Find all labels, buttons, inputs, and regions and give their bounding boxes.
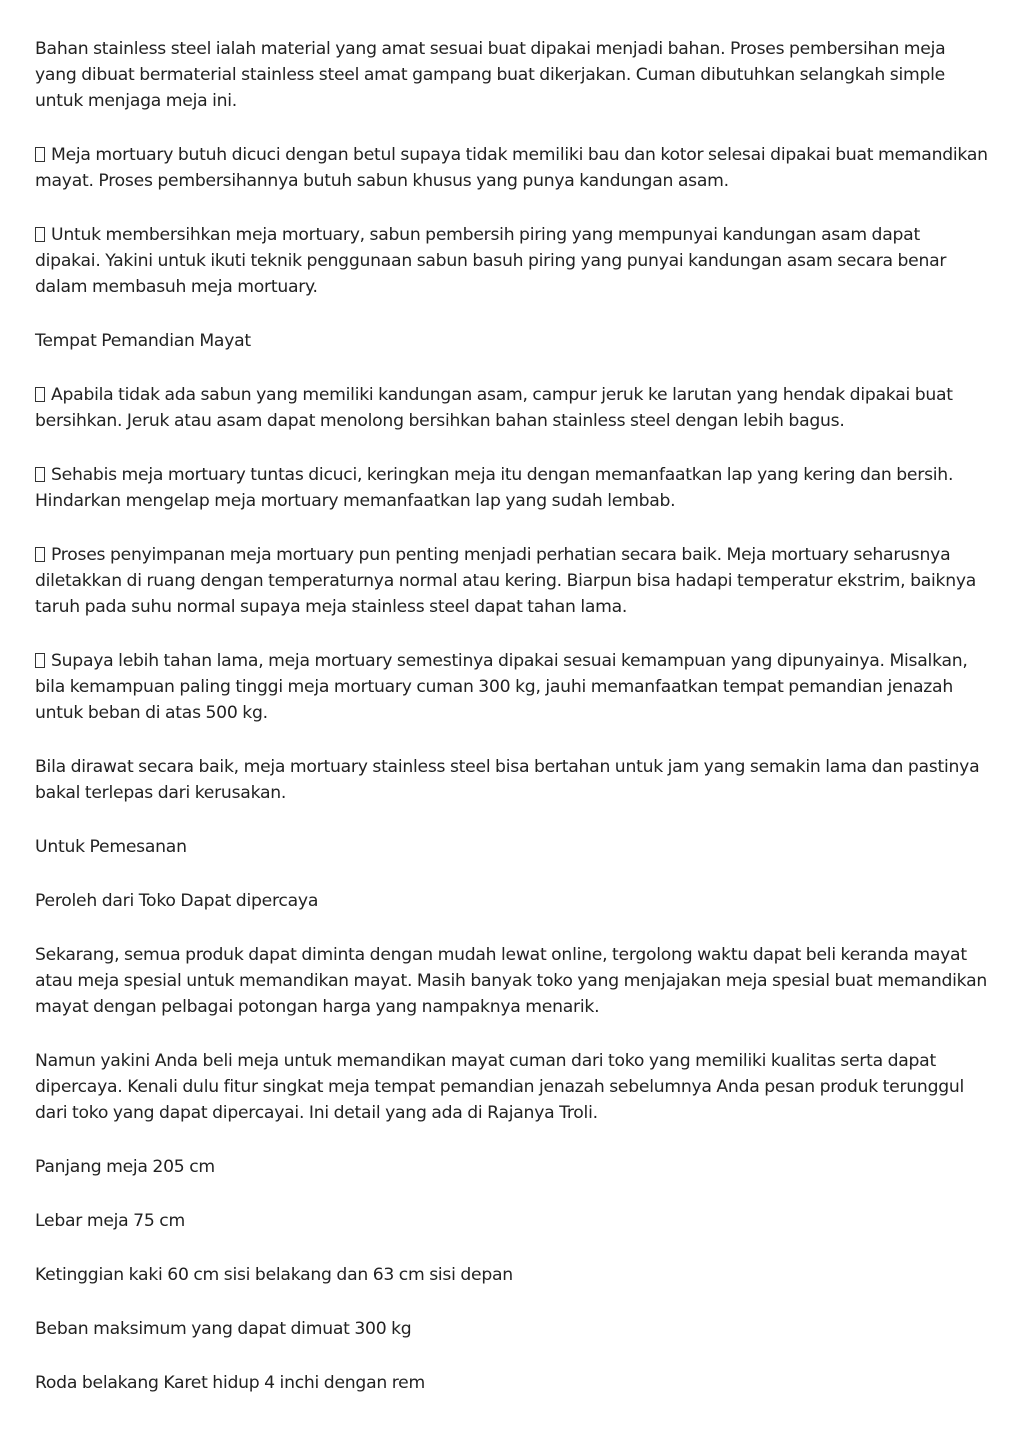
spec-line: Lebar meja 75 cm <box>35 1211 185 1231</box>
bullet-paragraph <box>35 382 990 434</box>
paragraph: Bahan stainless steel ialah material yang amat sesuai buat dipakai menjadi bahan. Proses pembersihan meja yang dibuat bermaterial stainless steel amat gampang buat dikerjakan. Cuman dibutuhkan selangkah simple untuk menjaga meja ini. <box>35 39 946 111</box>
bullet-box-icon <box>35 467 45 482</box>
bullet-box-icon <box>35 653 45 668</box>
spec-line: Ketinggian kaki 60 cm sisi belakang dan 63 cm sisi depan <box>35 1265 513 1285</box>
bullet-box-icon <box>35 147 45 162</box>
bullet-paragraph <box>35 222 990 300</box>
paragraph: Sekarang, semua produk dapat diminta dengan mudah lewat online, tergolong waktu dapat beli keranda mayat atau meja spesial untuk memandikan mayat. Masih banyak toko yang menjajakan meja spesial buat memandikan mayat dengan pelbagai potongan harga yang nampaknya menarik. <box>35 945 988 1017</box>
bullet-box-icon <box>35 227 45 242</box>
paragraph-text: Sehabis meja mortuary tuntas dicuci, keringkan meja itu dengan memanfaatkan lap yang kering dan bersih. Hindarkan mengelap meja mortuary memanfaatkan lap yang sudah lembab. <box>35 465 954 511</box>
spec-line: Roda belakang Karet hidup 4 inchi dengan rem <box>35 1373 425 1393</box>
section-heading: Untuk Pemesanan <box>35 837 187 857</box>
section-heading: Peroleh dari Toko Dapat dipercaya <box>35 891 319 911</box>
document-body <box>35 36 990 1424</box>
bullet-paragraph <box>35 542 990 620</box>
bullet-box-icon <box>35 387 45 402</box>
bullet-box-icon <box>35 547 45 562</box>
bullet-paragraph <box>35 462 990 514</box>
paragraph-text: Supaya lebih tahan lama, meja mortuary semestinya dipakai sesuai kemampuan yang dipunyainya. Misalkan, bila kemampuan paling tinggi meja mortuary cuman 300 kg, jauhi memanfaatkan tempat pemandian jenazah untuk beban di atas 500 kg. <box>35 651 968 723</box>
paragraph-text: Apabila tidak ada sabun yang memiliki kandungan asam, campur jeruk ke larutan yang hendak dipakai buat bersihkan. Jeruk atau asam dapat menolong bersihkan bahan stainless steel dengan lebih bagus. <box>35 385 953 431</box>
paragraph: Bila dirawat secara baik, meja mortuary stainless steel bisa bertahan untuk jam yang semakin lama dan pastinya bakal terlepas dari kerusakan. <box>35 757 980 803</box>
paragraph-text: Untuk membersihkan meja mortuary, sabun pembersih piring yang mempunyai kandungan asam dapat dipakai. Yakini untuk ikuti teknik penggunaan sabun basuh piring yang punyai kandungan asam secara benar dalam membasuh meja mortuary. <box>35 225 947 297</box>
paragraph-text: Meja mortuary butuh dicuci dengan betul supaya tidak memiliki bau dan kotor selesai dipakai buat memandikan mayat. Proses pembersihannya butuh sabun khusus yang punya kandungan asam. <box>35 145 988 191</box>
paragraph: Namun yakini Anda beli meja untuk memandikan mayat cuman dari toko yang memiliki kualitas serta dapat dipercaya. Kenali dulu fitur singkat meja tempat pemandian jenazah sebelumnya Anda pesan produk terunggul dari toko yang dapat dipercayai. Ini detail yang ada di Rajanya Troli. <box>35 1051 965 1123</box>
spec-line: Panjang meja 205 cm <box>35 1157 215 1177</box>
section-heading: Tempat Pemandian Mayat <box>35 331 251 351</box>
spec-line: Beban maksimum yang dapat dimuat 300 kg <box>35 1319 412 1339</box>
bullet-paragraph <box>35 142 990 194</box>
bullet-paragraph <box>35 648 990 726</box>
paragraph-text: Proses penyimpanan meja mortuary pun penting menjadi perhatian secara baik. Meja mortuary seharusnya diletakkan di ruang dengan temperaturnya normal atau kering. Biarpun bisa hadapi temperatur ekstrim, baiknya taruh pada suhu normal supaya meja stainless steel dapat tahan lama. <box>35 545 977 617</box>
